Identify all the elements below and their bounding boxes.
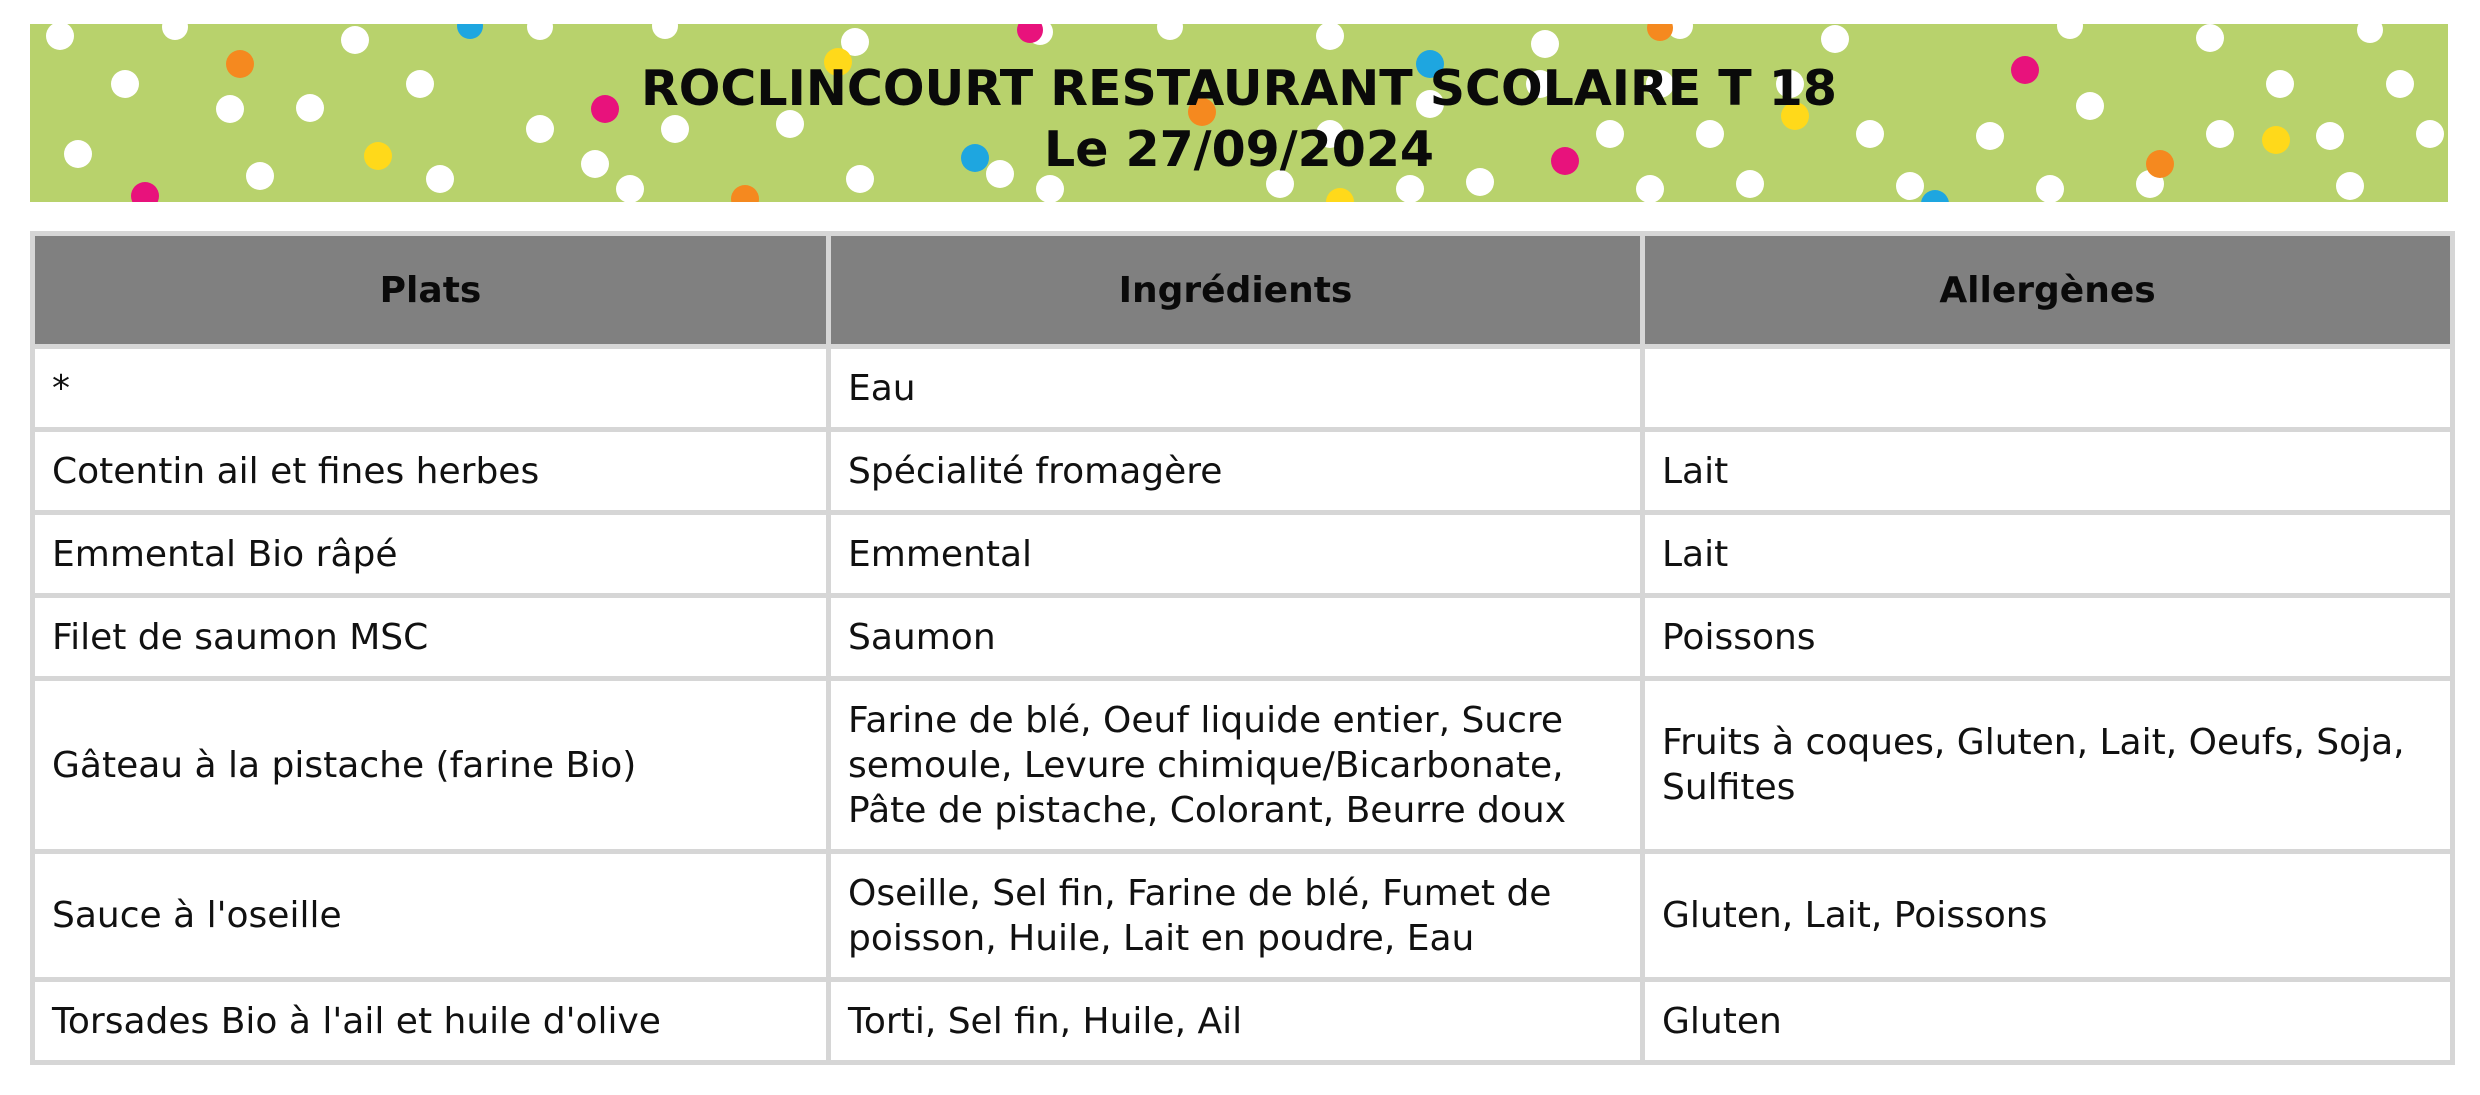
cell-plat: Cotentin ail et fines herbes (33, 430, 829, 513)
table-row (33, 852, 2453, 980)
cell-ingredients: Torti, Sel fin, Huile, Ail (829, 980, 1643, 1063)
banner-title (30, 58, 2448, 180)
column-header-allergenes: Allergènes (1643, 234, 2453, 347)
cell-allergenes: Lait (1643, 513, 2453, 596)
cell-allergenes: Poissons (1643, 596, 2453, 679)
cell-ingredients: Spécialité fromagère (829, 430, 1643, 513)
column-header-ingredients: Ingrédients (829, 234, 1643, 347)
menu-date: Le 27/09/2024 (1043, 121, 1435, 178)
table-row (33, 980, 2453, 1063)
cell-ingredients: Farine de blé, Oeuf liquide entier, Sucre semoule, Levure chimique/Bicarbonate, Pâte de pistache, Colorant, Beurre doux (829, 679, 1643, 852)
cell-allergenes: Fruits à coques, Gluten, Lait, Oeufs, Soja, Sulfites (1643, 679, 2453, 852)
cell-plat: * (33, 347, 829, 430)
table-row (33, 347, 2453, 430)
table-row (33, 596, 2453, 679)
header-banner (30, 24, 2448, 202)
restaurant-title: ROCLINCOURT RESTAURANT SCOLAIRE T 18 (641, 60, 1837, 117)
table-row (33, 513, 2453, 596)
cell-ingredients: Eau (829, 347, 1643, 430)
cell-allergenes: Gluten (1643, 980, 2453, 1063)
menu-table (30, 231, 2455, 1065)
cell-allergenes: Gluten, Lait, Poissons (1643, 852, 2453, 980)
cell-plat: Filet de saumon MSC (33, 596, 829, 679)
cell-allergenes (1643, 347, 2453, 430)
cell-ingredients: Emmental (829, 513, 1643, 596)
cell-ingredients: Oseille, Sel fin, Farine de blé, Fumet de poisson, Huile, Lait en poudre, Eau (829, 852, 1643, 980)
cell-plat: Sauce à l'oseille (33, 852, 829, 980)
cell-allergenes: Lait (1643, 430, 2453, 513)
cell-ingredients: Saumon (829, 596, 1643, 679)
cell-plat: Gâteau à la pistache (farine Bio) (33, 679, 829, 852)
table-row (33, 430, 2453, 513)
column-header-plats: Plats (33, 234, 829, 347)
cell-plat: Torsades Bio à l'ail et huile d'olive (33, 980, 829, 1063)
table-header-row (33, 234, 2453, 347)
table-row (33, 679, 2453, 852)
cell-plat: Emmental Bio râpé (33, 513, 829, 596)
